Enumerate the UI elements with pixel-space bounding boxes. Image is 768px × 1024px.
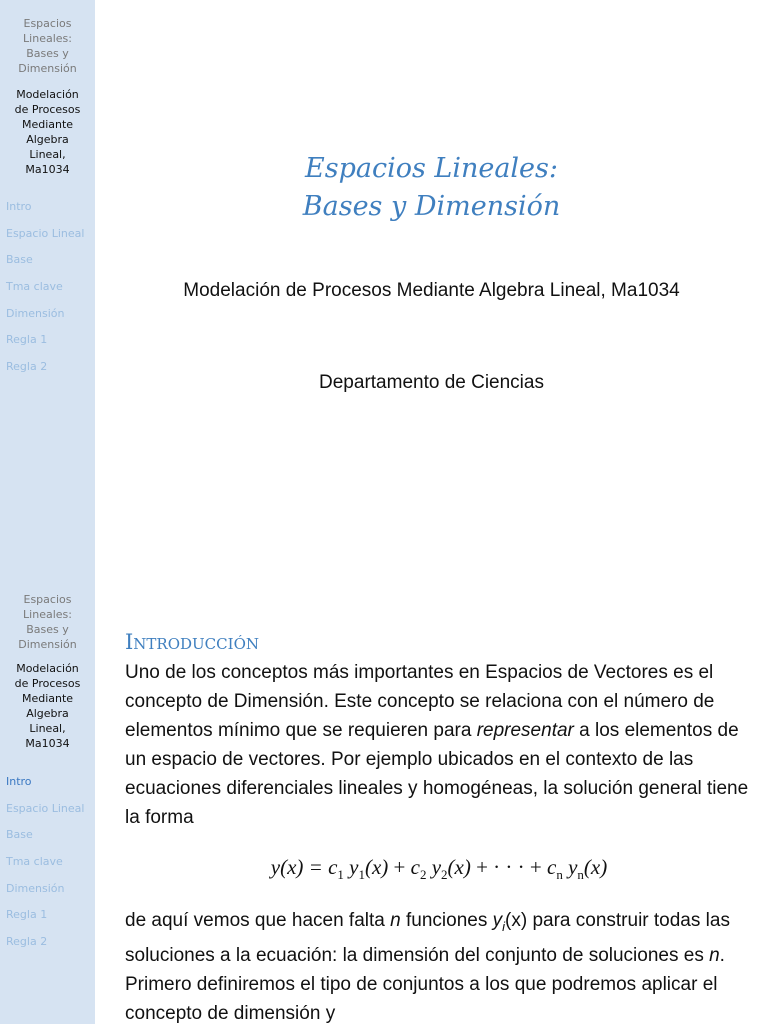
presentation-subtitle: Modelación de Procesos Mediante Algebra Lineal, Ma1034 <box>183 280 680 301</box>
frame-title: Introducción <box>125 630 259 654</box>
sidebar <box>0 512 95 1024</box>
sidebar-item-intro[interactable]: Intro <box>6 775 32 788</box>
general-solution-equation <box>125 855 753 883</box>
sidebar-short-title-line: Dimensión <box>18 638 77 651</box>
text-run: funciones <box>400 910 493 931</box>
text-run: . Primero definiremos el tipo de conjuntos a los que podremos aplicar el concepto de dimensión y <box>125 944 725 1024</box>
sidebar-item-espacio-lineal[interactable]: Espacio Lineal <box>6 801 85 815</box>
intro-slide <box>0 512 768 1024</box>
sidebar-short-title-line: Dimensión <box>18 62 77 75</box>
equation-lhs: y(x) = <box>270 855 323 879</box>
sidebar-item-regla-2[interactable]: Regla 2 <box>6 935 48 949</box>
presentation-institute: Departamento de Ciencias <box>319 372 544 393</box>
sidebar-short-title-line: Bases y <box>26 623 69 636</box>
text-run: a los elementos de un espacio de vectores. Por ejemplo ubicados en el contexto de las ecuaciones diferenciales lineales y homogéneas, la solución general tiene la forma <box>125 720 749 828</box>
eq-op: + · · · + <box>470 855 548 879</box>
sidebar-item-tma-clave[interactable]: Tma clave <box>6 855 63 869</box>
eq-arg: (x) <box>583 855 608 879</box>
sidebar-course <box>0 87 95 177</box>
sidebar-course-line: Modelación <box>16 88 79 101</box>
sidebar-short-title-line: Lineales: <box>23 608 72 621</box>
eq-op: + <box>388 855 411 879</box>
sidebar-item-dimension[interactable]: Dimensión <box>6 306 65 320</box>
sidebar-course-line: Lineal, <box>29 722 66 735</box>
eq-coef: c <box>328 855 338 879</box>
eq-sub: 1 <box>358 867 365 883</box>
eq-func: y <box>431 855 442 879</box>
eq-coef: c <box>547 855 557 879</box>
sidebar-course-line: Algebra <box>26 707 69 720</box>
eq-func: y <box>349 855 359 879</box>
math-n: n <box>390 910 401 931</box>
sidebar-item-regla-1[interactable]: Regla 1 <box>6 333 48 347</box>
eq-arg: (x) <box>447 855 471 879</box>
sidebar-course-line: Ma1034 <box>25 163 70 176</box>
sidebar-short-title-line: Bases y <box>26 47 69 60</box>
eq-sub: 2 <box>419 867 427 883</box>
presentation-title <box>95 150 768 226</box>
sidebar-course-line: Mediante <box>21 118 74 131</box>
sidebar-short-title <box>0 592 95 652</box>
sidebar-item-base[interactable]: Base <box>6 253 33 267</box>
eq-sub: 2 <box>441 867 448 883</box>
eq-coef: c <box>410 855 420 879</box>
eq-sub: n <box>556 867 563 883</box>
text-run: para construir todas las soluciones a la ecuación: la dimensión del conjunto de soluciones es <box>125 910 730 966</box>
sidebar-item-dimension[interactable]: Dimensión <box>6 881 65 895</box>
sidebar-item-espacio-lineal[interactable]: Espacio Lineal <box>6 226 85 240</box>
sidebar-course-line: Mediante <box>21 692 74 705</box>
sidebar-short-title <box>0 16 95 76</box>
eq-sub: n <box>577 867 584 883</box>
text-run: de aquí vemos que hacen falta <box>125 910 391 931</box>
sidebar-course-line: de Procesos <box>14 677 81 690</box>
eq-func: y <box>568 855 578 879</box>
math-y: y <box>492 910 503 931</box>
sidebar-short-title-line: Lineales: <box>23 32 72 45</box>
sidebar-nav <box>6 197 84 384</box>
sidebar-item-base[interactable]: Base <box>6 828 33 842</box>
dimension-paragraph <box>125 906 753 1024</box>
title-line: Espacios Lineales: <box>305 153 558 184</box>
sidebar-item-tma-clave[interactable]: Tma clave <box>6 280 63 294</box>
math-n: n <box>709 944 720 966</box>
sidebar-short-title-line: Espacios <box>23 17 72 30</box>
title-line: Bases y Dimensión <box>302 191 561 222</box>
sidebar-course-line: Ma1034 <box>25 737 70 750</box>
sidebar-short-title-line: Espacios <box>23 593 72 606</box>
emphasis-text: representar <box>476 720 574 741</box>
sidebar-course-line: Algebra <box>26 133 69 146</box>
math-arg: (x) <box>505 910 528 931</box>
sidebar-course-line: de Procesos <box>14 103 81 116</box>
eq-sub: 1 <box>337 867 344 883</box>
sidebar-nav <box>6 772 84 959</box>
sidebar-course-line: Modelación <box>16 662 79 675</box>
eq-arg: (x) <box>364 855 389 879</box>
sidebar-course-line: Lineal, <box>29 148 66 161</box>
sidebar-item-intro[interactable]: Intro <box>6 200 32 213</box>
math-sub: i <box>502 918 506 934</box>
sidebar-course <box>0 661 95 751</box>
sidebar-item-regla-2[interactable]: Regla 2 <box>6 360 48 374</box>
sidebar-item-regla-1[interactable]: Regla 1 <box>6 908 48 922</box>
sidebar <box>0 0 95 512</box>
intro-paragraph <box>125 658 753 832</box>
text-run: Uno de los conceptos más importantes en Espacios de Vectores es el concepto de Dimensión. Este concepto se relaciona con el número de elementos mínimo que se requieren para <box>125 662 715 741</box>
